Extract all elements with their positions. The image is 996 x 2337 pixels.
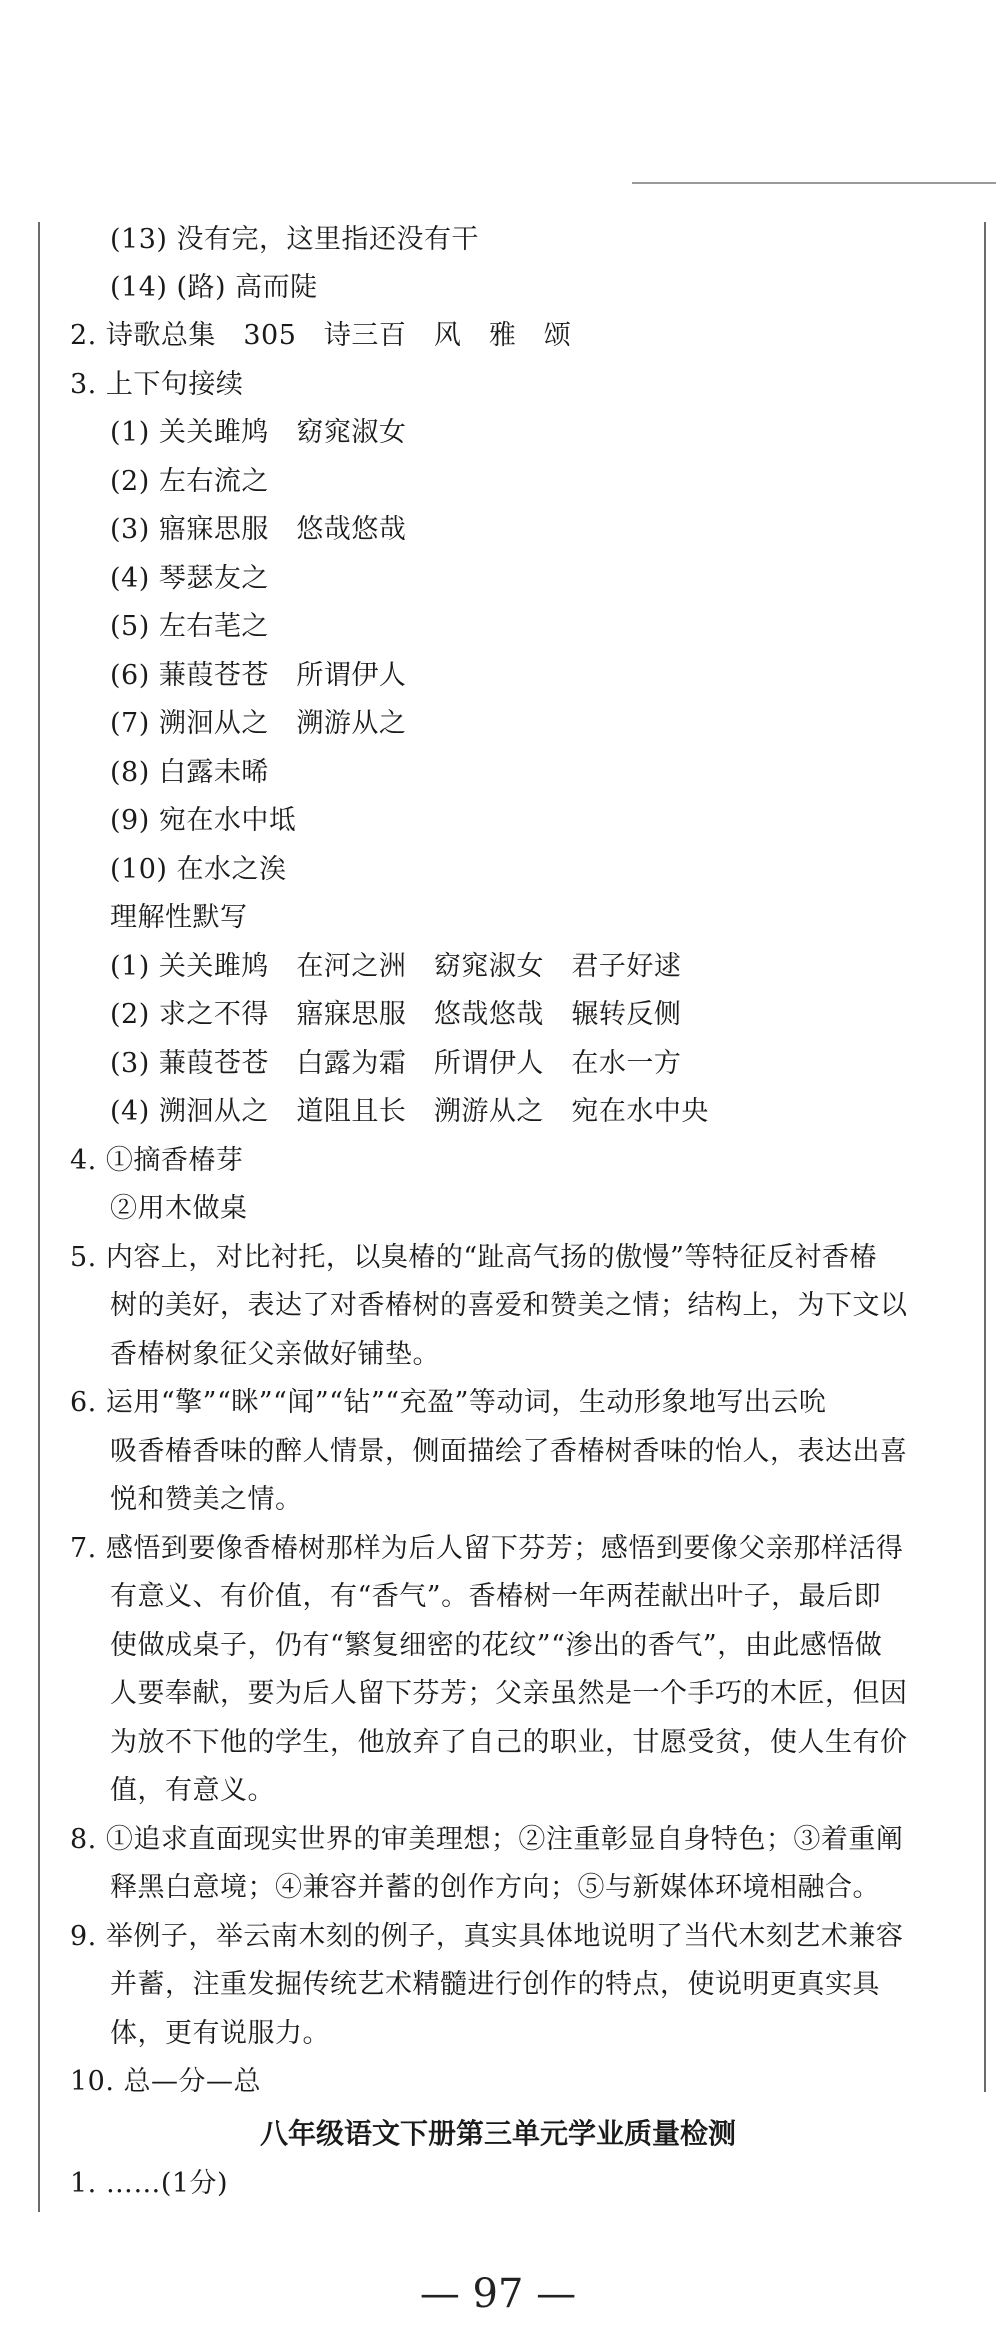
header-rule <box>632 182 996 184</box>
answer-line: 人要奉献，要为后人留下芬芳；父亲虽然是一个手巧的木匠，但因 <box>110 1678 908 1709</box>
answer-line: (8) 白露未晞 <box>110 757 269 788</box>
answer-line: (4) 溯洄从之 道阻且长 溯游从之 宛在水中央 <box>110 1096 709 1127</box>
answer-line: (7) 溯洄从之 溯游从之 <box>110 708 407 739</box>
answer-line: 悦和赞美之情。 <box>110 1484 303 1515</box>
answer-line: 释黑白意境；④兼容并蓄的创作方向；⑤与新媒体环境相融合。 <box>110 1872 880 1903</box>
answer-line: 理解性默写 <box>110 902 248 933</box>
answer-line: 6. 运用“擎”“眯”“闻”“钻”“充盈”等动词，生动形象地写出云吮 <box>70 1387 827 1418</box>
answer-line: (9) 宛在水中坻 <box>110 805 297 836</box>
page-number: — 97 — <box>419 2271 577 2317</box>
answer-line: 值，有意义。 <box>110 1775 275 1806</box>
answer-line: (2) 左右流之 <box>110 466 269 497</box>
answer-line: 7. 感悟到要像香椿树那样为后人留下芬芳；感悟到要像父亲那样活得 <box>70 1533 904 1564</box>
answer-line: 2. 诗歌总集 305 诗三百 风 雅 颂 <box>70 320 572 351</box>
answer-line: (4) 琴瑟友之 <box>110 563 269 594</box>
answer-line: 9. 举例子，举云南木刻的例子，真实具体地说明了当代木刻艺术兼容 <box>70 1921 904 1952</box>
left-margin-border <box>38 222 40 2212</box>
answer-line: 香椿树象征父亲做好铺垫。 <box>110 1339 440 1370</box>
answer-line: (2) 求之不得 寤寐思服 悠哉悠哉 辗转反侧 <box>110 999 682 1030</box>
answer-line: (13) 没有完，这里指还没有干 <box>110 224 480 255</box>
answer-line: (1) 关关雎鸠 窈窕淑女 <box>110 417 407 448</box>
answer-line: 1. ……(1分) <box>70 2168 229 2199</box>
right-margin-border <box>984 222 986 2092</box>
answer-line: (1) 关关雎鸠 在河之洲 窈窕淑女 君子好逑 <box>110 951 682 982</box>
answer-line: (14) (路) 高而陡 <box>110 272 318 303</box>
answer-line: 10. 总—分—总 <box>70 2066 262 2097</box>
answer-line: 3. 上下句接续 <box>70 369 244 400</box>
answer-line: 吸香椿香味的醉人情景，侧面描绘了香椿树香味的怡人，表达出喜 <box>110 1436 908 1467</box>
answer-line: 使做成桌子，仍有“繁复细密的花纹”“渗出的香气”，由此感悟做 <box>110 1630 883 1661</box>
answer-line: ②用木做桌 <box>110 1193 248 1224</box>
answer-line: 4. ①摘香椿芽 <box>70 1145 244 1176</box>
answer-line: (6) 蒹葭苍苍 所谓伊人 <box>110 660 407 691</box>
answer-line: (5) 左右芼之 <box>110 611 269 642</box>
answer-line: 并蓄，注重发掘传统艺术精髓进行创作的特点，使说明更真实具 <box>110 1969 880 2000</box>
answer-line: 有意义、有价值，有“香气”。香椿树一年两茬献出叶子，最后即 <box>110 1581 882 1612</box>
answer-line: 体，更有说服力。 <box>110 2018 330 2049</box>
answer-line: (10) 在水之涘 <box>110 854 287 885</box>
answer-line: (3) 蒹葭苍苍 白露为霜 所谓伊人 在水一方 <box>110 1048 682 1079</box>
section-title: 八年级语文下册第三单元学业质量检测 <box>259 2117 736 2150</box>
answer-line: 为放不下他的学生，他放弃了自己的职业，甘愿受贫，使人生有价 <box>110 1727 908 1758</box>
answer-line: (3) 寤寐思服 悠哉悠哉 <box>110 514 407 545</box>
answer-line: 8. ①追求直面现实世界的审美理想；②注重彰显自身特色；③着重阐 <box>70 1824 904 1855</box>
answer-line: 树的美好，表达了对香椿树的喜爱和赞美之情；结构上，为下文以 <box>110 1290 908 1321</box>
answer-line: 5. 内容上，对比衬托，以臭椿的“趾高气扬的傲慢”等特征反衬香椿 <box>70 1242 877 1273</box>
